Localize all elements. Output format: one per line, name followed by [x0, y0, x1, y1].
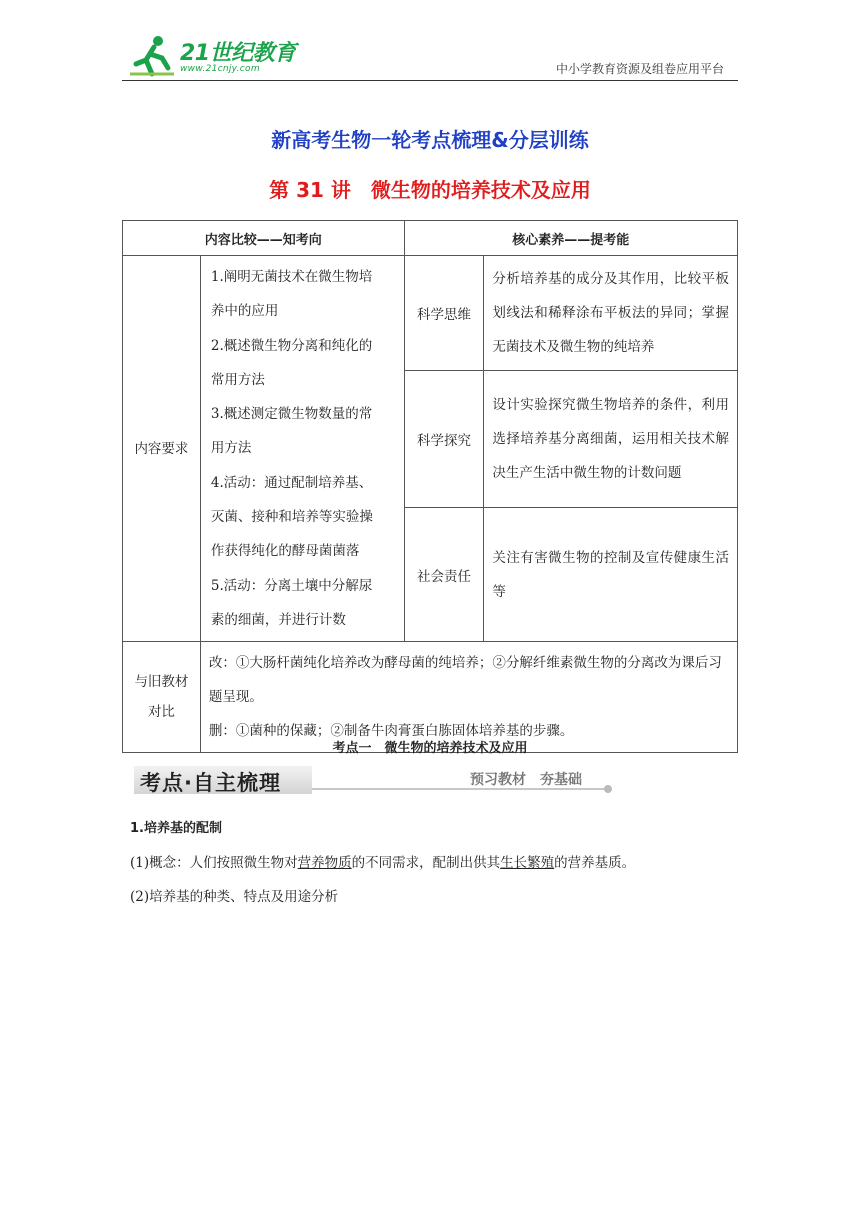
req-line: 1.阐明无菌技术在微生物培: [210, 269, 373, 285]
logo-text: 21世纪教育: [180, 41, 296, 66]
literacy-label: 科学思维: [404, 256, 484, 371]
req-line: 5.活动：分离土壤中分解尿: [210, 577, 373, 594]
req-line: 常用方法: [210, 371, 265, 388]
concept-text: (1)概念：人们按照微生物对: [130, 855, 298, 871]
concept-keyword: 生长繁殖: [500, 855, 555, 871]
literacy-label: 社会责任: [404, 507, 484, 641]
compare-label: 与旧教材对比: [123, 642, 201, 753]
site-logo[interactable]: [128, 34, 298, 78]
req-line: 作获得纯化的酵母菌菌落: [210, 543, 360, 560]
header-core-literacy: 核心素养——提考能: [404, 221, 737, 256]
banner-dot-icon: [604, 785, 612, 793]
req-line: 2.概述微生物分离和纯化的: [210, 337, 373, 354]
table-header-row: [123, 221, 738, 256]
platform-label: 中小学教育资源及组卷应用平台: [555, 62, 724, 76]
header-divider: [122, 80, 738, 81]
banner-subtitle: 预习教材 夯基础: [470, 772, 582, 788]
concept-text: 的不同需求，配制出供其: [351, 855, 501, 871]
types-paragraph: (2)培养基的种类、特点及用途分析: [130, 889, 339, 905]
table-row: [123, 256, 738, 371]
concept-text: 的营养基质。: [554, 855, 636, 871]
section-title: 考点一 微生物的培养技术及应用: [332, 741, 528, 756]
overview-table: [122, 220, 738, 753]
concept-keyword: 营养物质: [297, 855, 352, 871]
concept-paragraph: [130, 851, 635, 871]
banner-title: 考点·自主梳理: [140, 771, 281, 795]
header-content-compare: 内容比较——知考向: [123, 221, 405, 256]
literacy-text: 关注有害微生物的控制及宣传健康生活等: [484, 507, 738, 641]
logo-url: www.21cnjy.com: [180, 64, 260, 74]
document-title: 新高考生物一轮考点梳理&分层训练: [271, 128, 589, 152]
body-heading: 1.培养基的配制: [130, 821, 222, 836]
req-line: 用方法: [210, 440, 252, 457]
literacy-text: 设计实验探究微生物培养的条件，利用选择培养基分离细菌，运用相关技术解决生产生活中微生物的计数问题: [484, 371, 738, 507]
req-line: 灭菌、接种和培养等实验操: [210, 509, 373, 526]
literacy-label: 科学探究: [404, 371, 484, 507]
page-header: [122, 30, 738, 80]
banner-tag: [134, 766, 312, 794]
section-banner: [134, 766, 614, 802]
compare-delete: 删：①菌种的保藏；②制备牛肉膏蛋白胨固体培养基的步骤。: [208, 723, 574, 740]
req-label: 内容要求: [123, 256, 201, 642]
req-line: 3.概述测定微生物数量的常: [210, 406, 373, 423]
req-line: 素的细菌，并进行计数: [210, 611, 346, 628]
req-line: 4.活动：通过配制培养基、: [210, 474, 373, 491]
lecture-title: 第 31 讲 微生物的培养技术及应用: [269, 178, 591, 202]
literacy-text: 分析培养基的成分及其作用，比较平板划线法和稀释涂布平板法的异同；掌握无菌技术及微生物的纯培养: [484, 256, 738, 371]
runner-icon: [128, 34, 178, 78]
req-list: [200, 256, 404, 642]
req-line: 养中的应用: [210, 303, 279, 320]
compare-change: 改：①大肠杆菌纯化培养改为酵母菌的纯培养；②分解纤维素微生物的分离改为课后习题呈现。: [208, 655, 722, 706]
